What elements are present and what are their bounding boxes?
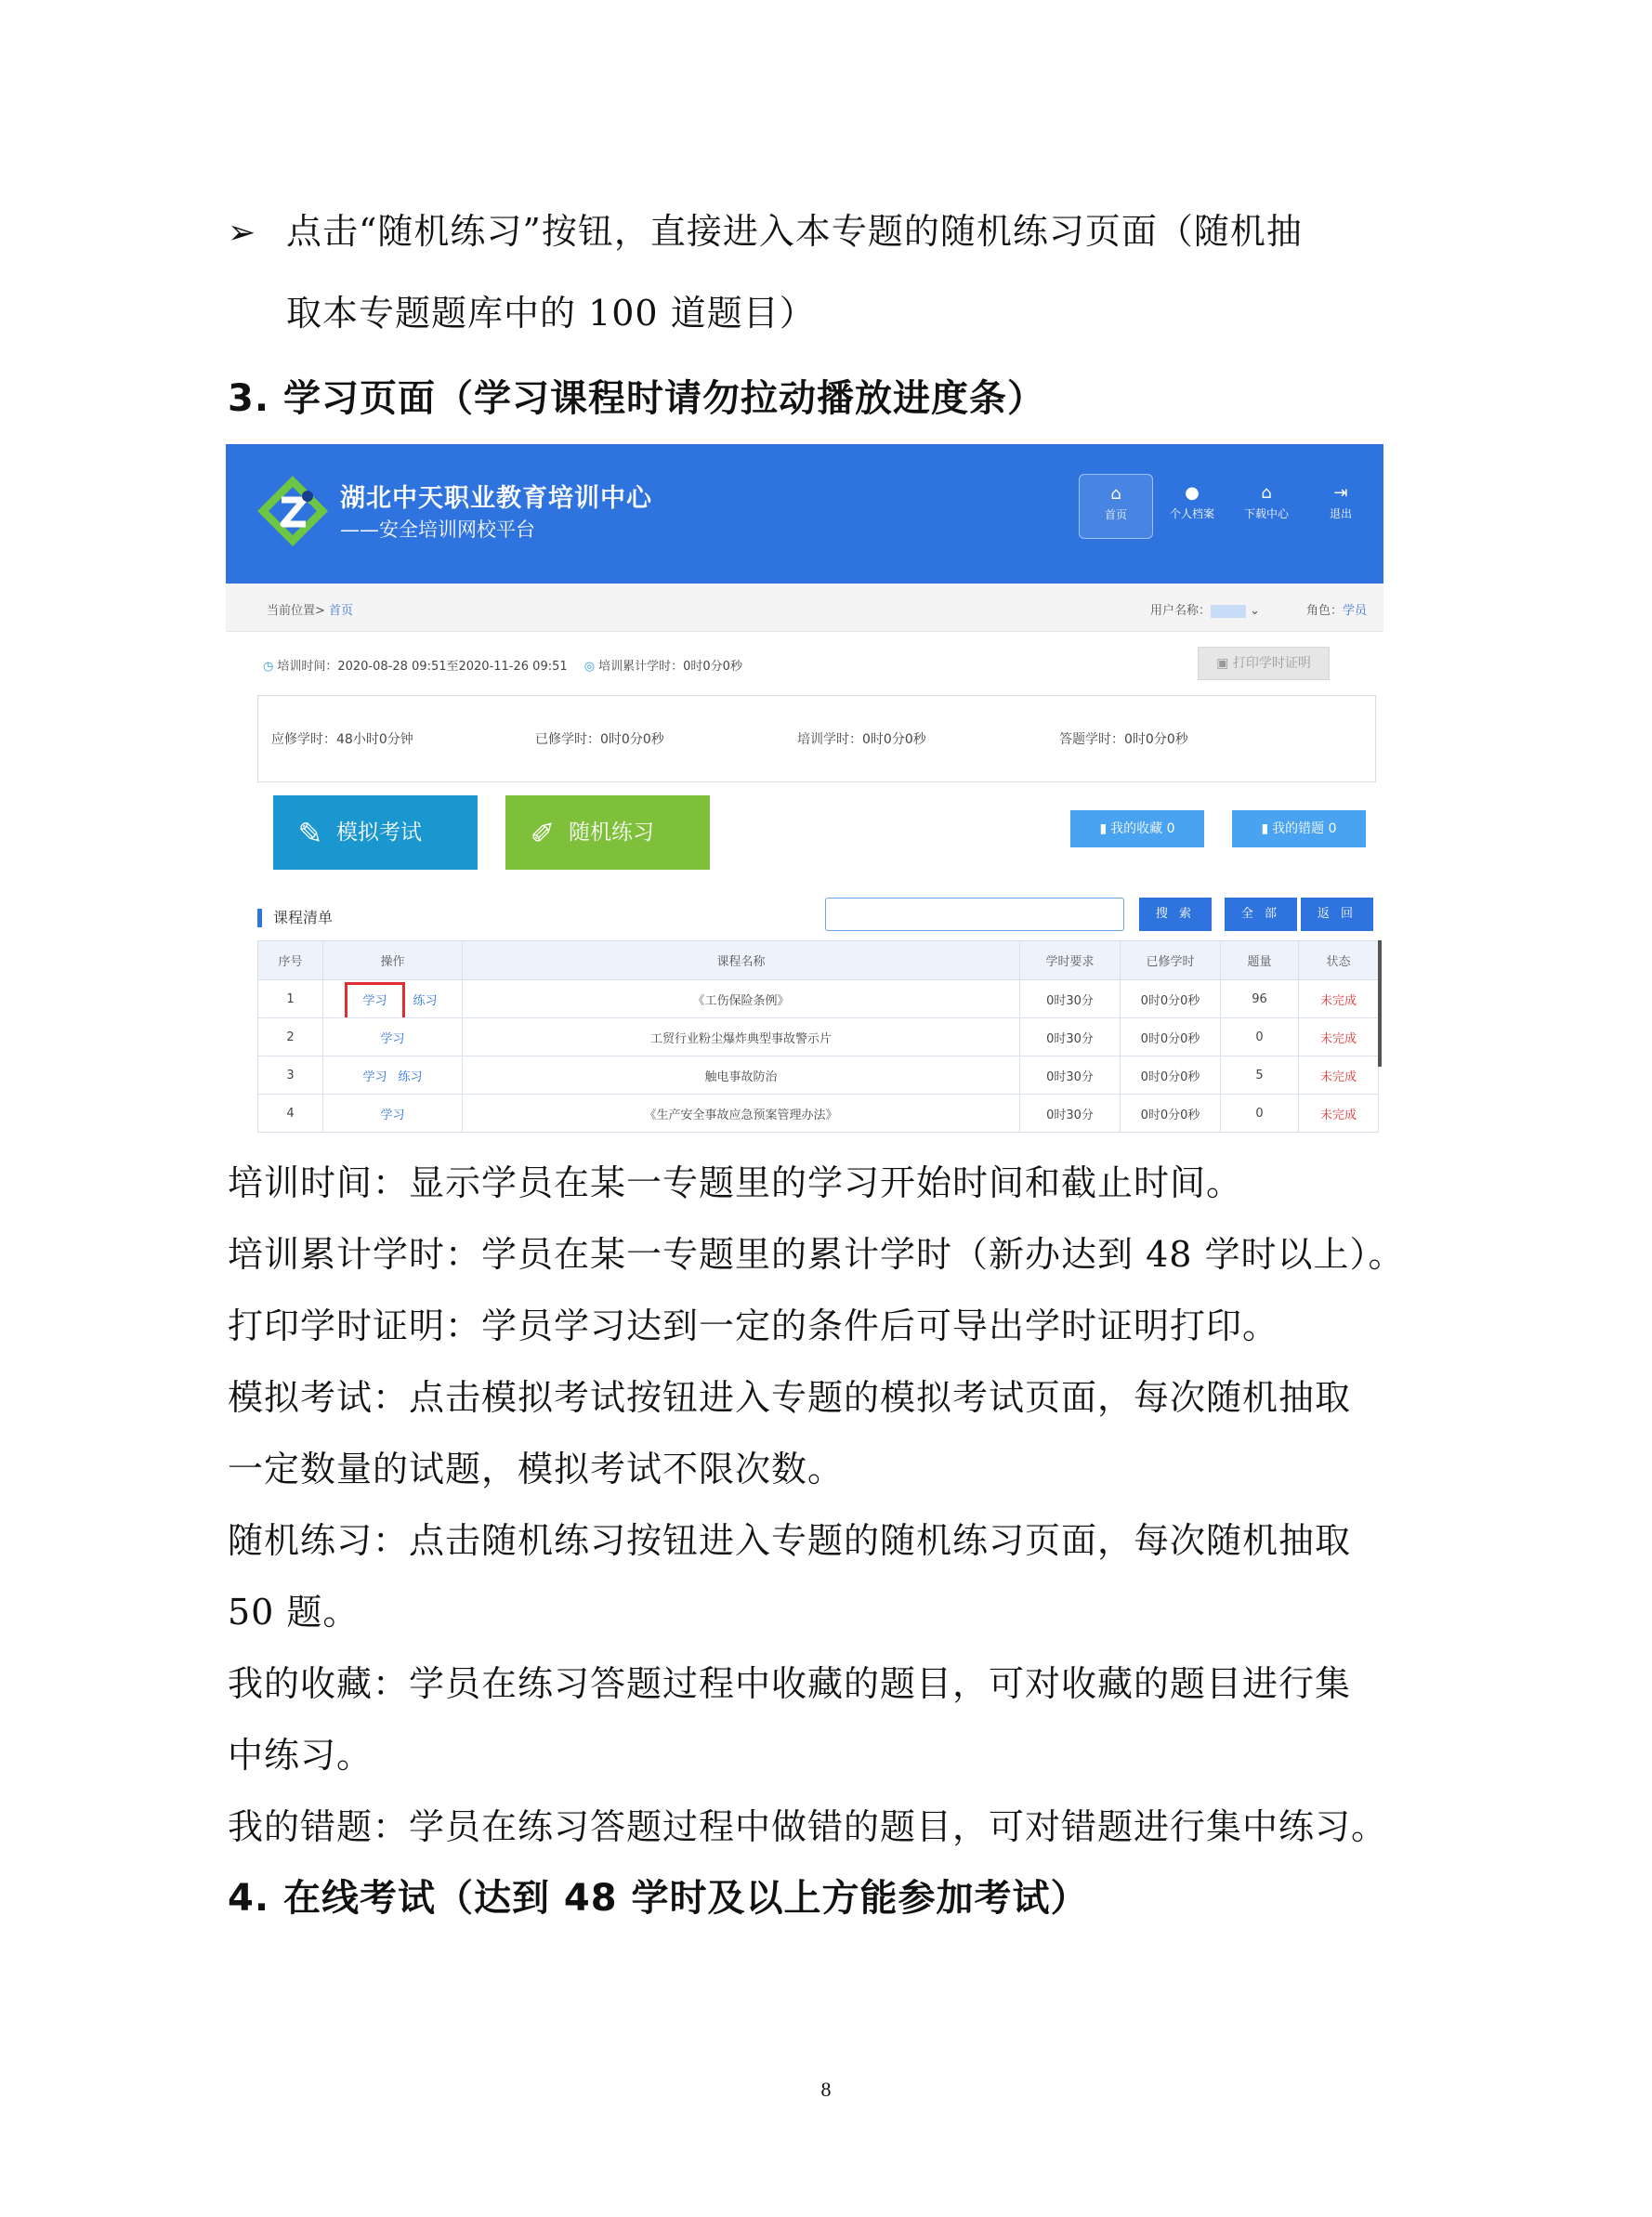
hours-icon: ◎ [583,660,596,674]
row-actions [323,1095,463,1133]
desc-favorites-2: 中练习。 [228,1735,374,1776]
clock-icon: ◷ [263,660,274,674]
row-required: 0时30分 [1020,980,1121,1018]
row-status: 未完成 [1299,980,1379,1018]
favorites-button[interactable] [1070,810,1204,847]
mock-exam-label: 模拟考试 [336,820,422,845]
user-role [1306,600,1367,618]
row-status: 未完成 [1299,1056,1379,1095]
site-logo-icon [254,472,332,550]
table-row [258,1095,1379,1133]
row-course-name: 触电事故防治 [463,1056,1020,1095]
bookmark-icon: ▮ [1261,821,1269,836]
desc-training-hours: 培训累计学时：学员在某一专题里的累计学时（新办达到 48 学时以上）。 [228,1234,1405,1275]
training-info [263,656,742,674]
page-number: 8 [820,2078,832,2101]
back-button[interactable]: 返 回 [1301,898,1373,931]
row-questions: 96 [1221,980,1299,1018]
bullet-arrow-icon: ➢ [228,214,256,252]
nav-logout[interactable] [1304,474,1378,539]
exam-paper-icon: ✎ [297,815,323,851]
bookmark-icon: ▮ [1099,821,1108,836]
study-link[interactable]: 学习 [380,1108,405,1122]
row-questions: 0 [1221,1095,1299,1133]
practice-link[interactable]: 练习 [398,1069,423,1084]
desc-print-certificate: 打印学时证明：学员学习达到一定的条件后可导出学时证明打印。 [228,1305,1279,1346]
desc-favorites-1: 我的收藏：学员在练习答题过程中收藏的题目，可对收藏的题目进行集 [228,1663,1352,1704]
desc-mistakes: 我的错题：学员在练习答题过程中做错的题目，可对错题进行集中练习。 [228,1806,1388,1847]
row-done: 0时0分0秒 [1121,1018,1221,1056]
chevron-down-icon: ⌄ [1250,604,1261,618]
study-link[interactable]: 学习 [362,1069,387,1084]
desc-mock-exam-1: 模拟考试：点击模拟考试按钮进入专题的模拟考试页面，每次随机抽取 [228,1377,1352,1418]
user-icon: ● [1185,483,1200,503]
desc-mock-exam-2: 一定数量的试题，模拟考试不限次数。 [228,1449,845,1489]
nav-profile-label: 个人档案 [1169,507,1214,520]
breadcrumb-bar [226,584,1383,632]
completed-hours: 已修学时：0时0分0秒 [535,732,664,747]
row-course-name: 《工伤保险条例》 [463,980,1020,1018]
breadcrumb [267,600,353,618]
nav-profile[interactable] [1155,474,1229,539]
practice-link[interactable]: 练习 [413,993,438,1008]
row-done: 0时0分0秒 [1121,980,1221,1018]
intro-line-1: 点击“随机练习”按钮，直接进入本专题的随机练习页面（随机抽 [286,211,1303,252]
print-certificate-label: 打印学时证明 [1232,656,1311,671]
mistakes-button[interactable] [1232,810,1366,847]
table-row [258,1056,1379,1095]
training-hours-stat: 培训学时：0时0分0秒 [797,732,926,747]
col-required: 学时要求 [1020,941,1121,980]
row-no: 3 [258,1056,323,1095]
row-actions [323,980,463,1018]
mistakes-label: 我的错题 0 [1272,821,1337,836]
print-certificate-button[interactable] [1198,647,1330,680]
brand-title: 湖北中天职业教育培训中心 [340,484,652,513]
logout-icon: ⇥ [1333,483,1348,503]
table-row [258,980,1379,1018]
site-header [226,444,1383,584]
row-no: 2 [258,1018,323,1056]
search-button[interactable]: 搜 索 [1139,898,1212,931]
training-time: 培训时间：2020-08-28 09:51至2020-11-26 09:51 [277,660,568,674]
study-link[interactable]: 学习 [380,1031,405,1046]
course-list-title: 课程清单 [257,909,333,927]
answering-hours: 答题学时：0时0分0秒 [1059,732,1188,747]
row-no: 4 [258,1095,323,1133]
desc-random-practice-2: 50 题。 [228,1592,360,1633]
row-actions [323,1018,463,1056]
role-label: 角色： [1306,604,1344,618]
favorites-label: 我的收藏 0 [1110,821,1175,836]
col-no: 序号 [258,941,323,980]
row-course-name: 《生产安全事故应急预案管理办法》 [463,1095,1020,1133]
section-4-heading: 4. 在线考试（达到 48 学时及以上方能参加考试） [228,1877,1089,1920]
row-done: 0时0分0秒 [1121,1056,1221,1095]
col-questions: 题量 [1221,941,1299,980]
nav-home[interactable] [1079,474,1153,539]
row-required: 0时30分 [1020,1056,1121,1095]
desc-random-practice-1: 随机练习：点击随机练习按钮进入专题的随机练习页面，每次随机抽取 [228,1520,1352,1561]
col-done: 已修学时 [1121,941,1221,980]
home-icon: ⌂ [1110,484,1121,504]
row-course-name: 工贸行业粉尘爆炸典型事故警示片 [463,1018,1020,1056]
row-status: 未完成 [1299,1018,1379,1056]
username-label: 用户名称： [1150,604,1212,618]
breadcrumb-prefix: 当前位置> [267,604,325,618]
random-practice-label: 随机练习 [569,820,654,845]
training-hours: 培训累计学时：0时0分0秒 [598,660,742,674]
row-required: 0时30分 [1020,1095,1121,1133]
nav-logout-label: 退出 [1329,507,1352,520]
study-link[interactable]: 学习 [347,985,401,1017]
row-done: 0时0分0秒 [1121,1095,1221,1133]
table-header-row [258,941,1379,980]
col-status: 状态 [1299,941,1379,980]
course-search-input[interactable] [825,898,1124,931]
row-actions [323,1056,463,1095]
download-icon: ⌂ [1261,483,1272,503]
user-name[interactable] [1150,600,1260,618]
desc-training-time: 培训时间：显示学员在某一专题里的学习开始时间和截止时间。 [228,1162,1243,1203]
breadcrumb-home-link[interactable]: 首页 [329,604,354,618]
course-table [257,940,1379,1133]
nav-download-label: 下载中心 [1243,507,1289,520]
learning-page-screenshot [226,444,1383,1134]
table-row [258,1018,1379,1056]
pen-icon: ✐ [530,815,556,851]
section-3-heading: 3. 学习页面（学习课程时请勿拉动播放进度条） [228,377,1045,420]
table-scrollbar[interactable] [1378,940,1382,1067]
role-value: 学员 [1343,604,1368,618]
row-questions: 0 [1221,1018,1299,1056]
all-button[interactable]: 全 部 [1225,898,1297,931]
col-course-name: 课程名称 [463,941,1020,980]
mock-exam-button[interactable] [273,795,478,870]
row-questions: 5 [1221,1056,1299,1095]
row-status: 未完成 [1299,1095,1379,1133]
row-no: 1 [258,980,323,1018]
username-redacted [1211,605,1246,618]
row-required: 0时30分 [1020,1018,1121,1056]
nav-home-label: 首页 [1104,508,1127,521]
col-action: 操作 [323,941,463,980]
brand-subtitle: ——安全培训网校平台 [340,518,535,541]
certificate-icon: ▣ [1216,656,1229,671]
intro-line-2: 取本专题题库中的 100 道题目） [286,293,816,334]
random-practice-button[interactable] [505,795,710,870]
required-hours: 应修学时：48小时0分钟 [271,732,413,747]
hours-stats [257,695,1376,782]
nav-download[interactable] [1229,474,1304,539]
